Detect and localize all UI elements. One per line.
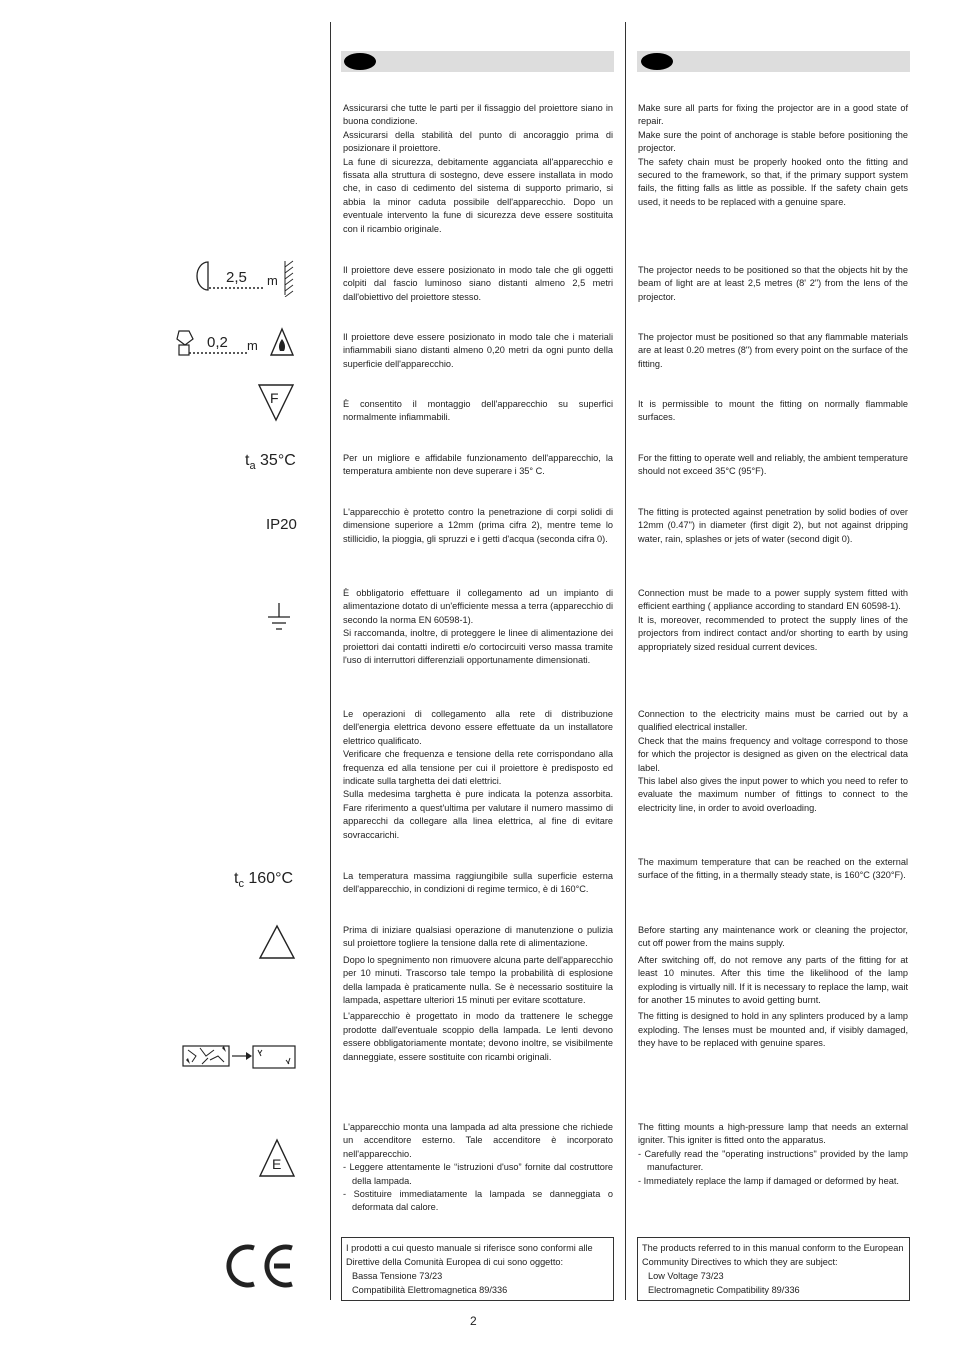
it-connection-p2: Verificare che frequenza e tensione della rete corrispondano alla frequenza ed alla tensione per cui il proiettore è predisposto ed indicate sulla targhetta dei dati elettrici. — [343, 749, 613, 787]
italian-section-flammable-surfaces — [343, 398, 613, 425]
earth-ground-icon — [266, 601, 292, 633]
arrow-right-icon — [232, 1050, 252, 1062]
it-ip-rating-text: L'apparecchio è protetto contro la penetrazione di corpi solidi di dimensione superiore a 12mm (prima cifra 2), mentre teme lo stillicidio, la pioggia, gli spruzzi e i getti d'acqua (seconda cifra 0). — [343, 507, 613, 544]
separator-right — [625, 22, 626, 1300]
en-connection-p1: Connection to the electricity mains must be carried out by a qualified electrical installer. — [638, 709, 908, 733]
ambient-temperature-symbol — [245, 452, 296, 472]
en-conformity-intro: The products referred to in this manual conform to the European Community Directives to which they are subject: — [642, 1243, 904, 1267]
en-earthing-p1: Connection must be made to a power supply system fitted with efficient earthing ( appliance according to standard EN 60598-1). — [638, 588, 908, 612]
en-directive-emc: Electromagnetic Compatibility 89/336 — [648, 1285, 800, 1295]
it-conformity-intro: I prodotti a cui questo manuale si riferisce sono conformi alle Direttive della Comunità Europea di cui sono oggetto: — [346, 1243, 593, 1267]
english-section-ambient-temperature — [638, 452, 908, 479]
distance-flammable-symbol — [175, 327, 295, 359]
en-igniter-bullet: - Immediately replace the lamp if damaged or deformed by heat. — [638, 1175, 899, 1186]
en-ambient-temperature-text: For the fitting to operate well and reliably, the ambient temperature should not exceed 35°C (95°F). — [638, 453, 908, 477]
italian-section-maintenance — [343, 924, 613, 1064]
dotted-flammable-line — [189, 349, 247, 357]
italian-section-igniter — [343, 1121, 613, 1215]
new-lens-icon — [252, 1044, 296, 1070]
italian-section-earthing — [343, 587, 613, 667]
ce-mark-icon — [224, 1242, 296, 1290]
en-fixing-p2: Make sure the point of anchorage is stable before positioning the projector. — [638, 129, 908, 154]
ambient-temperature-t: t — [245, 452, 250, 469]
it-distance-objects-text: Il proiettore deve essere posizionato in modo tale che gli oggetti colpiti dal fascio luminoso siano distanti almeno 2,5 metri dall'obiettivo del proiettore stesso. — [343, 265, 613, 302]
english-section-surface-temperature — [638, 856, 908, 883]
english-conformity-box — [637, 1237, 910, 1301]
distance-objects-symbol — [195, 259, 295, 297]
en-connection-p3: This label also gives the input power to which you need to refer to evaluate the maximum number of fittings to connect to the electricity line, in order to avoid overloading. — [638, 776, 908, 813]
igniter-symbol — [258, 1138, 296, 1178]
surface-temperature-symbol — [234, 870, 293, 890]
lens-replacement-symbol — [182, 1042, 296, 1072]
it-directive-emc: Compatibilità Elettromagnetica 89/336 — [352, 1285, 508, 1295]
en-igniter-bullet: - Carefully read the "operating instructions" provided by the lamp manufacturer. — [638, 1148, 908, 1173]
english-section-igniter — [638, 1121, 908, 1188]
ambient-temperature-sub: a — [249, 460, 256, 473]
page-number: 2 — [470, 1314, 477, 1328]
it-igniter-intro: L'apparecchio monta una lampada ad alta pressione che richiede un accenditore esterno. Tale accenditore è incorporato nell'apparecchio. — [343, 1122, 613, 1159]
en-connection-p2: Check that the mains frequency and voltage correspond to those for which the projector is designed as given on the electrical data label. — [638, 735, 908, 773]
it-directive-low-voltage: Bassa Tensione 73/23 — [352, 1271, 443, 1281]
en-surface-temperature-text: The maximum temperature that can be reached on the external surface of the fitting, in a thermally steady state, is 160°C (320°F). — [638, 857, 908, 881]
italian-section-distance-objects — [343, 264, 613, 304]
it-maintenance-p2: Dopo lo spegnimento non rimuovere alcuna parte dell'apparecchio per 10 minuti. Trascorso tale tempo la probabilità di esplosione della lampada è praticamente nulla. Se è necessario sostituire la lampada, aspettare ulteriori 15 minuti per evitare scottature. — [343, 954, 613, 1006]
english-section-flammable-surfaces — [638, 398, 908, 425]
flame-triangle-icon — [269, 327, 295, 357]
it-fixing-p3: La fune di sicurezza, debitamente agganciata all'apparecchio e fissata alla struttura di sostegno, deve essere installata in modo che, in caso di cedimento del sistema di supporto primario, si abbia la minor caduta possibile dell'apparecchio. Dopo un eventuale intervento la fune di sicurezza deve essere sostituita con il ricambio originale. — [343, 156, 613, 234]
english-section-electrical-connection — [638, 708, 908, 815]
italian-language-dot — [344, 53, 376, 70]
warning-triangle-icon — [258, 924, 296, 960]
en-flammable-surfaces-text: It is permissible to mount the fitting on normally flammable surfaces. — [638, 399, 908, 423]
english-section-distance-objects — [638, 264, 908, 304]
italian-header-bar — [341, 51, 614, 72]
it-distance-flammable-text: Il proiettore deve essere posizionato in modo tale che i materiali infiammabili siano distanti almeno 0,20 metri da ogni punto della superficie dell'apparecchio. — [343, 332, 613, 369]
italian-section-ambient-temperature — [343, 452, 613, 479]
en-fixing-p3: The safety chain must be properly hooked onto the fitting and secured to the framework, so that, if the primary support system fails, the fitting falls as little as possible. If the safety chain gets used, it needs to be replaced with a genuine spare. — [638, 156, 908, 207]
flammable-surface-symbol — [258, 384, 294, 422]
ambient-temperature-value: 35°C — [255, 452, 296, 469]
surface-temperature-sub: c — [238, 878, 244, 891]
it-earthing-p1: È obbligatorio effettuare il collegamento ad un impianto di alimentazione dotato di un'efficiente messa a terra (apparecchio di secondo la norma EN 60598-1). — [343, 588, 613, 625]
english-language-dot — [641, 53, 673, 70]
italian-section-ip-rating — [343, 506, 613, 546]
en-maintenance-p1: Before starting any maintenance work or cleaning the projector, cut off power from the mains supply. — [638, 925, 908, 949]
it-ambient-temperature-text: Per un migliore e affidabile funzionamento dell'apparecchio, la temperatura ambiente non deve superare i 35° C. — [343, 453, 613, 477]
english-section-earthing — [638, 587, 908, 654]
surface-temperature-value: 160°C — [243, 870, 294, 887]
it-surface-temperature-text: La temperatura massima raggiungibile sulla superficie esterna dell'apparecchio, in condizioni di regime termico, è di 160°C. — [343, 871, 613, 895]
it-igniter-bullet: - Leggere attentamente le “istruzioni d'uso” fornite dal costruttore della lampada. — [343, 1162, 613, 1186]
it-connection-p3: Sulla medesima targhetta è pure indicata la potenza assorbita. Fare riferimento a quest'ultima per valutare il numero massimo di apparecchi da collegare alla linea elettrica, al fine di evitare sovraccarichi. — [343, 789, 613, 840]
it-maintenance-p3: L'apparecchio è progettato in modo da trattenere le schegge prodotte dall'eventuale scoppio della lampada. Le lenti devono essere obbligatoriamente montate; devono inoltre, se visibilmente danneggiate, essere sostituite con ricambi originali. — [343, 1011, 613, 1062]
igniter-mark: E — [272, 1156, 282, 1172]
english-section-maintenance — [638, 924, 908, 1051]
italian-section-surface-temperature — [343, 870, 613, 897]
italian-section-fixing — [343, 102, 613, 236]
ip-rating-symbol: IP20 — [266, 516, 297, 533]
en-fixing-p1: Make sure all parts for fixing the projector are in a good state of repair. — [638, 103, 908, 127]
flammable-surface-mark: F — [270, 390, 279, 406]
broken-lens-icon — [182, 1042, 232, 1070]
italian-section-electrical-connection — [343, 708, 613, 842]
en-directive-low-voltage: Low Voltage 73/23 — [648, 1271, 724, 1281]
hatched-wall-icon — [283, 259, 295, 297]
it-flammable-surfaces-text: È consentito il montaggio dell'apparecchio su superfici normalmente infiammabili. — [343, 399, 613, 423]
it-fixing-p1: Assicurarsi che tutte le parti per il fissaggio del proiettore siano in buona condizione. — [343, 103, 613, 127]
distance-flammable-unit: m — [247, 338, 258, 353]
italian-section-distance-flammable — [343, 331, 613, 371]
english-section-ip-rating — [638, 506, 908, 546]
en-ip-rating-text: The fitting is protected against penetration by solid bodies of over 12mm (0.47") in diameter (first digit 2), but not against dripping water, rain, splashes or jets of water (second digit 0). — [638, 507, 908, 544]
it-fixing-p2: Assicurarsi della stabilità del punto di ancoraggio prima di posizionare il proiettore. — [343, 129, 613, 154]
en-maintenance-p2: After switching off, do not remove any parts of the fitting for at least 10 minutes. After this time the likelihood of the lamp exploding is virtually nill. If it is necessary to replace the lamp, wait for another 15 minutes to avoid getting burnt. — [638, 954, 908, 1006]
en-igniter-intro: The fitting mounts a high-pressure lamp that needs an external igniter. This igniter is fitted onto the apparatus. — [638, 1122, 908, 1146]
it-igniter-list — [343, 1161, 613, 1215]
surface-temperature-t: t — [234, 870, 239, 887]
english-section-fixing — [638, 102, 908, 209]
en-earthing-p2: It is, moreover, recommended to protect the supply lines of the projectors from indirect contact and/or shorting to earth by using appropriately sized residual current devices. — [638, 614, 908, 652]
en-distance-flammable-text: The projector must be positioned so that any flammable materials are at least 0.20 metres (8") from every point on the surface of the fitting. — [638, 332, 908, 369]
it-connection-p1: Le operazioni di collegamento alla rete di distribuzione dell'energia elettrica devono essere effettuate da un installatore elettrico qualificato. — [343, 709, 613, 746]
it-maintenance-p1: Prima di iniziare qualsiasi operazione di manutenzione o pulizia sul proiettore togliere la tensione dalla rete di alimentazione. — [343, 925, 613, 949]
distance-objects-unit: m — [267, 273, 278, 288]
separator-left — [330, 22, 331, 1300]
it-earthing-p2: Si raccomanda, inoltre, di proteggere le linee di alimentazione dei proiettori dai contatti indiretti e/o cortocircuiti verso massa tramite l'uso di interruttori differenziali opportunamente dimensionati. — [343, 628, 613, 666]
italian-conformity-box — [341, 1237, 614, 1301]
en-maintenance-p3: The fitting is designed to hold in any splinters produced by a lamp exploding. The lenses must be mounted and, if visibly damaged, they have to be replaced with genuine spares. — [638, 1011, 908, 1049]
distance-flammable-value: 0,2 — [207, 334, 228, 351]
it-igniter-bullet: - Sostituire immediatamente la lampada se danneggiata o deformata dal calore. — [343, 1189, 613, 1213]
distance-objects-value: 2,5 — [226, 269, 247, 286]
en-igniter-list — [638, 1148, 908, 1188]
english-header-bar — [637, 51, 910, 72]
en-distance-objects-text: The projector needs to be positioned so that the objects hit by the beam of light are at least 2,5 metres (8' 2") from the lens of the projector. — [638, 265, 908, 302]
dotted-distance-line — [209, 284, 263, 292]
english-section-distance-flammable — [638, 331, 908, 371]
